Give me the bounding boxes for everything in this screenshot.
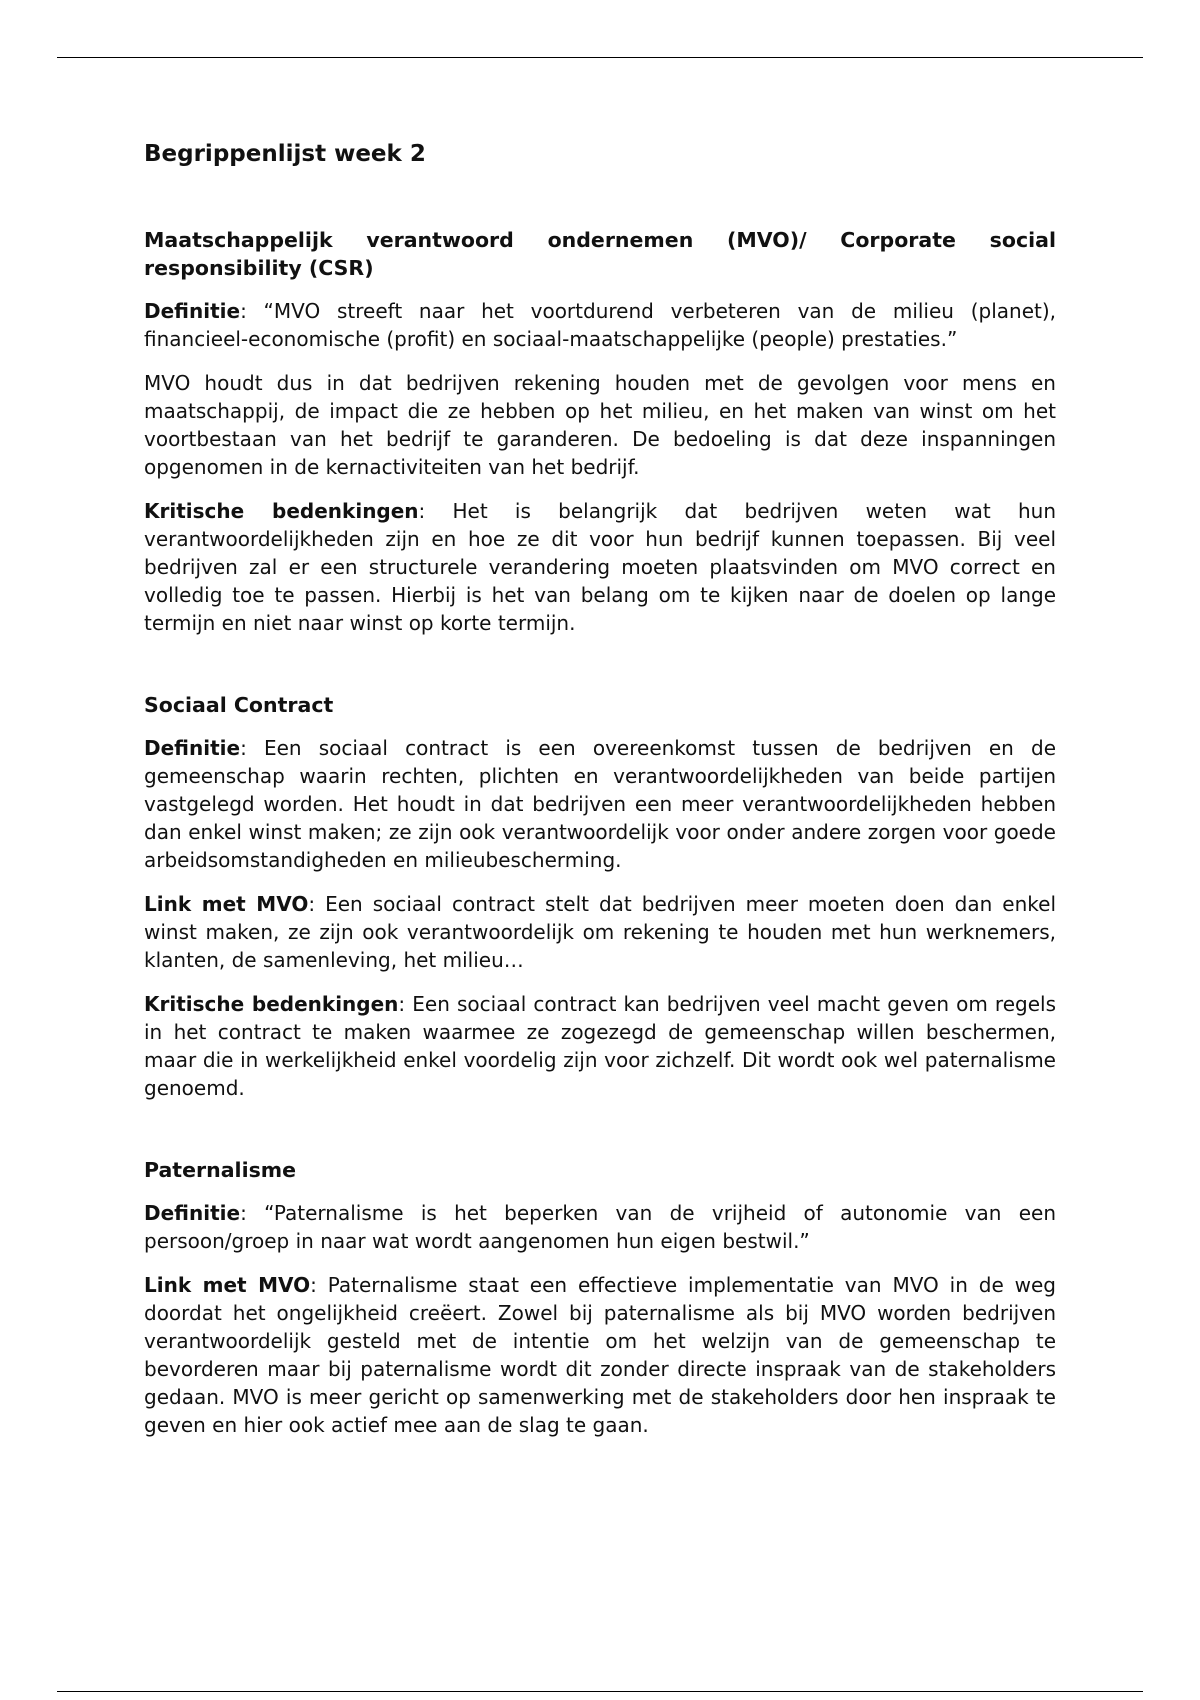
paragraph-link-met-mvo [144, 1271, 1056, 1439]
section-mvo [144, 226, 1056, 637]
header-rule [57, 57, 1143, 58]
paragraph-label: Definitie [144, 1200, 241, 1225]
paragraph-kritische-bedenkingen [144, 990, 1056, 1102]
section-heading: Maatschappelijk verantwoord ondernemen (MVO)/ Corporate social responsibility (CSR) [144, 227, 1056, 280]
section-heading: Sociaal Contract [144, 692, 334, 717]
paragraph-link-met-mvo [144, 890, 1056, 974]
paragraph-text: : Een sociaal contract stelt dat bedrijven meer moeten doen dan enkel winst maken, ze zijn ook verantwoordelijk om rekening te houden met hun werknemers, klanten, de samenleving, het milieu… [144, 891, 1056, 972]
paragraph-label: Kritische bedenkingen [144, 991, 399, 1016]
section-sociaal-contract [144, 691, 1056, 1102]
paragraph-definitie [144, 1199, 1056, 1255]
paragraph-text: : Paternalisme staat een effectieve implementatie van MVO in de weg doordat het ongelijkheid creëert. Zowel bij paternalisme als bij MVO worden bedrijven verantwoordelijk gesteld met de intentie om het welzijn van de gemeenschap te bevorderen maar bij paternalisme wordt dit zonder directe inspraak van de stakeholders gedaan. MVO is meer gericht op samenwerking met de stakeholders door hen inspraak te geven en hier ook actief mee aan de slag te gaan. [144, 1272, 1056, 1437]
paragraph-kritische-bedenkingen [144, 497, 1056, 637]
paragraph-label: Link met MVO [144, 891, 309, 916]
paragraph-definitie [144, 734, 1056, 874]
document-body [144, 140, 1056, 1439]
paragraph-text: : Het is belangrijk dat bedrijven weten wat hun verantwoordelijkheden zijn en hoe ze dit voor hun bedrijf kunnen toepassen. Bij veel bedrijven zal er een structurele verandering moeten plaatsvinden om MVO correct en volledig toe te passen. Hierbij is het van belang om te kijken naar de doelen op lange termijn en niet naar winst op korte termijn. [144, 498, 1057, 635]
paragraph-text: MVO houdt dus in dat bedrijven rekening houden met de gevolgen voor mens en maatschappij, de impact die ze hebben op het milieu, en het maken van winst om het voortbestaan van het bedrijf te garanderen. De bedoeling is dat deze inspanningen opgenomen in de kernactiviteiten van het bedrijf. [144, 370, 1056, 479]
paragraph-text: : Een sociaal contract kan bedrijven veel macht geven om regels in het contract te maken waarmee ze zogezegd de gemeenschap willen beschermen, maar die in werkelijkheid enkel voordelig zijn voor zichzelf. Dit wordt ook wel paternalisme genoemd. [144, 991, 1057, 1100]
paragraph-label: Definitie [144, 298, 241, 323]
document-title: Begrippenlijst week 2 [144, 141, 426, 167]
paragraph-text: : “MVO streeft naar het voortdurend verbeteren van de milieu (planet), financieel-economische (profit) en sociaal-maatschappelijke (people) prestaties.” [144, 298, 1056, 351]
paragraph-label: Link met MVO [144, 1272, 311, 1297]
paragraph-definitie [144, 297, 1056, 353]
section-paternalisme [144, 1156, 1056, 1439]
paragraph-label: Definitie [144, 735, 241, 760]
paragraph-text: : Een sociaal contract is een overeenkomst tussen de bedrijven en de gemeenschap waarin rechten, plichten en verantwoordelijkheden van beide partijen vastgelegd worden. Het houdt in dat bedrijven een meer verantwoordelijkheden hebben dan enkel winst maken; ze zijn ook verantwoordelijk voor onder andere zorgen voor goede arbeidsomstandigheden en milieubescherming. [144, 735, 1056, 872]
paragraph-uitleg [144, 369, 1056, 481]
section-heading: Paternalisme [144, 1157, 297, 1182]
paragraph-text: : “Paternalisme is het beperken van de vrijheid of autonomie van een persoon/groep in naar wat wordt aangenomen hun eigen bestwil.” [144, 1200, 1056, 1253]
footer-rule [57, 1691, 1143, 1692]
paragraph-label: Kritische bedenkingen [144, 498, 419, 523]
